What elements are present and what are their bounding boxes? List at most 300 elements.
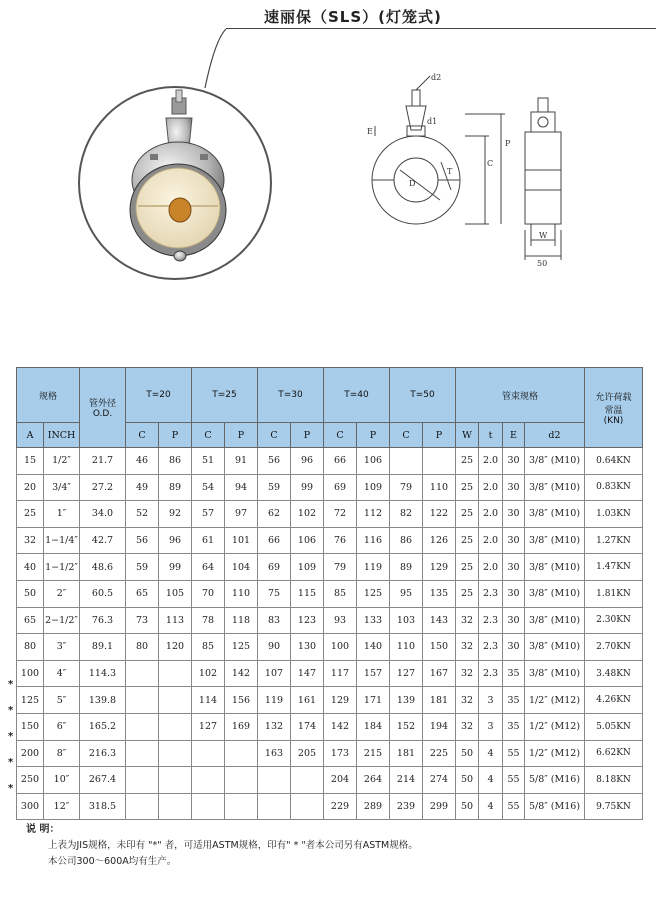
table-cell bbox=[159, 660, 192, 687]
header-t50: T=50 bbox=[390, 368, 456, 423]
table-cell: 32 bbox=[456, 687, 479, 714]
table-cell: 48.6 bbox=[80, 554, 126, 581]
table-cell: 147 bbox=[291, 660, 324, 687]
header-c: C bbox=[390, 423, 423, 448]
table-cell: 127 bbox=[192, 713, 225, 740]
table-cell: 10″ bbox=[44, 767, 80, 794]
table-cell: 3/8″ (M10) bbox=[525, 580, 585, 607]
table-cell: 35 bbox=[503, 687, 525, 714]
table-cell: 3/8″ (M10) bbox=[525, 634, 585, 661]
table-cell: 25 bbox=[456, 554, 479, 581]
table-cell: 32 bbox=[456, 713, 479, 740]
table-cell: 30 bbox=[503, 607, 525, 634]
label-P: P bbox=[505, 139, 511, 148]
table-cell: 25 bbox=[17, 501, 44, 528]
table-cell: 110 bbox=[423, 474, 456, 501]
table-cell: 156 bbox=[225, 687, 258, 714]
table-cell: 204 bbox=[324, 767, 357, 794]
table-cell: 25 bbox=[456, 474, 479, 501]
header-od-sub: O.D. bbox=[92, 409, 113, 419]
table-cell: 90 bbox=[258, 634, 291, 661]
table-cell: 35 bbox=[503, 713, 525, 740]
table-cell: 112 bbox=[357, 501, 390, 528]
table-cell: 116 bbox=[357, 527, 390, 554]
table-cell: 125 bbox=[17, 687, 44, 714]
table-cell: 99 bbox=[159, 554, 192, 581]
header-c: C bbox=[258, 423, 291, 448]
table-cell: 1−1/2″ bbox=[44, 554, 80, 581]
table-cell: 25 bbox=[456, 501, 479, 528]
table-cell: 1/2″ (M12) bbox=[525, 713, 585, 740]
table-cell: 21.7 bbox=[80, 448, 126, 475]
table-cell: 55 bbox=[503, 767, 525, 794]
table-cell: 30 bbox=[503, 501, 525, 528]
table-cell: 127 bbox=[390, 660, 423, 687]
table-cell: 165.2 bbox=[80, 713, 126, 740]
table-cell: 102 bbox=[192, 660, 225, 687]
table-cell: 194 bbox=[423, 713, 456, 740]
table-cell: 76 bbox=[324, 527, 357, 554]
table-cell: 32 bbox=[456, 660, 479, 687]
table-cell: 4 bbox=[479, 740, 503, 767]
table-cell bbox=[159, 793, 192, 820]
table-cell: 109 bbox=[357, 474, 390, 501]
table-cell: 30 bbox=[503, 527, 525, 554]
star-marker: * bbox=[8, 783, 14, 794]
label-D: D bbox=[409, 179, 416, 188]
page-title: 速丽保（SLS）(灯笼式) bbox=[264, 8, 442, 26]
header-od bbox=[80, 368, 126, 448]
table-cell: 119 bbox=[357, 554, 390, 581]
table-cell: 50 bbox=[456, 740, 479, 767]
star-marker: * bbox=[8, 679, 14, 690]
table-cell: 264 bbox=[357, 767, 390, 794]
header-load-temp: 常温 bbox=[604, 405, 623, 416]
table-cell bbox=[291, 793, 324, 820]
header-load bbox=[585, 368, 643, 448]
table-cell-load: 9.75KN bbox=[585, 793, 643, 820]
table-cell bbox=[225, 767, 258, 794]
table-row bbox=[17, 554, 643, 581]
table-cell: 2.3 bbox=[479, 580, 503, 607]
table-cell: 3/8″ (M10) bbox=[525, 554, 585, 581]
table-cell: 174 bbox=[291, 713, 324, 740]
table-cell: 4 bbox=[479, 793, 503, 820]
label-d1: d1 bbox=[427, 117, 438, 126]
table-cell bbox=[192, 740, 225, 767]
table-cell: 30 bbox=[503, 448, 525, 475]
table-cell: 85 bbox=[324, 580, 357, 607]
table-cell: 103 bbox=[390, 607, 423, 634]
table-cell: 2.0 bbox=[479, 474, 503, 501]
table-row bbox=[17, 687, 643, 714]
table-cell: 126 bbox=[423, 527, 456, 554]
table-cell-load: 3.48KN bbox=[585, 660, 643, 687]
table-row bbox=[17, 793, 643, 820]
table-cell: 54 bbox=[192, 474, 225, 501]
table-cell: 40 bbox=[17, 554, 44, 581]
table-cell: 49 bbox=[126, 474, 159, 501]
table-row bbox=[17, 448, 643, 475]
table-cell: 56 bbox=[258, 448, 291, 475]
table-row bbox=[17, 607, 643, 634]
notes-line-1: 上表为JIS规格，未印有 "*" 者，可适用ASTM规格，印有" * "者本公司另有ASTM规格。 bbox=[48, 840, 418, 851]
table-cell bbox=[258, 793, 291, 820]
header-t30: T=30 bbox=[258, 368, 324, 423]
table-cell-load: 8.18KN bbox=[585, 767, 643, 794]
table-cell: 79 bbox=[390, 474, 423, 501]
table-cell: 274 bbox=[423, 767, 456, 794]
table-cell bbox=[126, 660, 159, 687]
table-cell: 46 bbox=[126, 448, 159, 475]
table-cell: 239 bbox=[390, 793, 423, 820]
table-row bbox=[17, 660, 643, 687]
table-cell: 3/8″ (M10) bbox=[525, 501, 585, 528]
table-cell: 1−1/4″ bbox=[44, 527, 80, 554]
table-cell: 171 bbox=[357, 687, 390, 714]
table-cell-load: 0.64KN bbox=[585, 448, 643, 475]
table-cell bbox=[126, 713, 159, 740]
table-cell: 96 bbox=[291, 448, 324, 475]
table-cell: 267.4 bbox=[80, 767, 126, 794]
table-cell: 89.1 bbox=[80, 634, 126, 661]
table-cell: 64 bbox=[192, 554, 225, 581]
header-t25: T=25 bbox=[192, 368, 258, 423]
label-C: C bbox=[487, 159, 494, 168]
table-cell: 3/8″ (M10) bbox=[525, 474, 585, 501]
table-cell: 120 bbox=[159, 634, 192, 661]
table-cell: 299 bbox=[423, 793, 456, 820]
table-cell: 142 bbox=[225, 660, 258, 687]
table-cell: 59 bbox=[258, 474, 291, 501]
table-cell: 114.3 bbox=[80, 660, 126, 687]
table-cell: 300 bbox=[17, 793, 44, 820]
table-cell: 27.2 bbox=[80, 474, 126, 501]
table-cell: 229 bbox=[324, 793, 357, 820]
table-cell: 173 bbox=[324, 740, 357, 767]
spec-table bbox=[16, 367, 643, 820]
header-c: C bbox=[126, 423, 159, 448]
header-p: P bbox=[225, 423, 258, 448]
table-cell: 55 bbox=[503, 740, 525, 767]
table-cell: 163 bbox=[258, 740, 291, 767]
table-cell: 129 bbox=[324, 687, 357, 714]
header-od-label: 管外径 bbox=[88, 399, 116, 409]
table-cell: 57 bbox=[192, 501, 225, 528]
table-cell: 215 bbox=[357, 740, 390, 767]
table-cell: 30 bbox=[503, 554, 525, 581]
table-cell: 130 bbox=[291, 634, 324, 661]
table-cell: 3 bbox=[479, 713, 503, 740]
table-cell: 3/8″ (M10) bbox=[525, 527, 585, 554]
notes-title: 说 明： bbox=[26, 824, 60, 835]
table-cell: 117 bbox=[324, 660, 357, 687]
table-cell: 32 bbox=[456, 607, 479, 634]
table-cell bbox=[159, 767, 192, 794]
table-cell: 113 bbox=[159, 607, 192, 634]
table-cell: 86 bbox=[390, 527, 423, 554]
table-cell: 132 bbox=[258, 713, 291, 740]
table-cell: 133 bbox=[357, 607, 390, 634]
table-cell: 32 bbox=[17, 527, 44, 554]
table-cell: 42.7 bbox=[80, 527, 126, 554]
table-cell: 4 bbox=[479, 767, 503, 794]
table-cell: 86 bbox=[159, 448, 192, 475]
table-cell bbox=[159, 740, 192, 767]
table-cell: 51 bbox=[192, 448, 225, 475]
label-50: 50 bbox=[537, 259, 548, 268]
table-cell: 66 bbox=[258, 527, 291, 554]
table-cell: 143 bbox=[423, 607, 456, 634]
table-cell: 62 bbox=[258, 501, 291, 528]
table-cell: 1/2″ bbox=[44, 448, 80, 475]
table-cell: 65 bbox=[126, 580, 159, 607]
table-cell: 30 bbox=[503, 634, 525, 661]
table-cell: 59 bbox=[126, 554, 159, 581]
table-cell: 89 bbox=[390, 554, 423, 581]
table-cell-load: 1.03KN bbox=[585, 501, 643, 528]
table-cell: 50 bbox=[456, 793, 479, 820]
header-e: E bbox=[503, 423, 525, 448]
header-w: W bbox=[456, 423, 479, 448]
table-cell-load: 1.81KN bbox=[585, 580, 643, 607]
table-cell: 110 bbox=[390, 634, 423, 661]
table-cell: 142 bbox=[324, 713, 357, 740]
label-E: E bbox=[367, 127, 373, 136]
product-photo bbox=[78, 86, 272, 280]
table-row bbox=[17, 527, 643, 554]
header-t20: T=20 bbox=[126, 368, 192, 423]
table-cell: 96 bbox=[159, 527, 192, 554]
table-cell: 140 bbox=[357, 634, 390, 661]
table-cell: 35 bbox=[503, 660, 525, 687]
table-cell: 89 bbox=[159, 474, 192, 501]
table-cell: 216.3 bbox=[80, 740, 126, 767]
table-cell: 109 bbox=[291, 554, 324, 581]
hanger-photo-illustration bbox=[80, 88, 270, 278]
spec-table-body bbox=[17, 448, 643, 820]
table-cell bbox=[225, 740, 258, 767]
table-cell: 2″ bbox=[44, 580, 80, 607]
star-marker: * bbox=[8, 731, 14, 742]
table-cell-load: 2.70KN bbox=[585, 634, 643, 661]
table-cell: 94 bbox=[225, 474, 258, 501]
table-cell: 30 bbox=[503, 474, 525, 501]
table-cell: 104 bbox=[225, 554, 258, 581]
table-cell: 129 bbox=[423, 554, 456, 581]
table-cell: 225 bbox=[423, 740, 456, 767]
table-cell: 105 bbox=[159, 580, 192, 607]
table-cell: 115 bbox=[291, 580, 324, 607]
table-cell: 78 bbox=[192, 607, 225, 634]
table-cell: 3/8″ (M10) bbox=[525, 607, 585, 634]
table-cell: 106 bbox=[357, 448, 390, 475]
technical-drawing bbox=[355, 70, 585, 270]
header-spec: 规格 bbox=[17, 368, 80, 423]
table-cell: 114 bbox=[192, 687, 225, 714]
table-cell-load: 6.62KN bbox=[585, 740, 643, 767]
table-cell bbox=[192, 767, 225, 794]
table-cell-load: 4.26KN bbox=[585, 687, 643, 714]
table-cell: 82 bbox=[390, 501, 423, 528]
header-load-unit: (KN) bbox=[603, 415, 624, 426]
table-cell: 1″ bbox=[44, 501, 80, 528]
table-cell: 5/8″ (M16) bbox=[525, 793, 585, 820]
table-cell: 161 bbox=[291, 687, 324, 714]
table-cell: 79 bbox=[324, 554, 357, 581]
table-cell: 93 bbox=[324, 607, 357, 634]
table-cell: 181 bbox=[423, 687, 456, 714]
table-cell: 167 bbox=[423, 660, 456, 687]
table-cell: 32 bbox=[456, 634, 479, 661]
header-A: A bbox=[17, 423, 44, 448]
table-cell: 2.0 bbox=[479, 554, 503, 581]
notes-line-2: 本公司300～600A均有生产。 bbox=[48, 856, 177, 867]
label-T: T bbox=[447, 167, 453, 176]
table-cell: 106 bbox=[291, 527, 324, 554]
table-cell: 56 bbox=[126, 527, 159, 554]
table-cell: 205 bbox=[291, 740, 324, 767]
table-cell: 25 bbox=[456, 580, 479, 607]
table-cell: 65 bbox=[17, 607, 44, 634]
table-row bbox=[17, 474, 643, 501]
header-inch: INCH bbox=[44, 423, 80, 448]
table-cell-load: 2.30KN bbox=[585, 607, 643, 634]
table-cell bbox=[390, 448, 423, 475]
header-c: C bbox=[324, 423, 357, 448]
table-cell: 92 bbox=[159, 501, 192, 528]
table-cell bbox=[126, 767, 159, 794]
table-row bbox=[17, 713, 643, 740]
table-cell: 60.5 bbox=[80, 580, 126, 607]
table-cell: 91 bbox=[225, 448, 258, 475]
table-cell bbox=[291, 767, 324, 794]
table-cell: 118 bbox=[225, 607, 258, 634]
table-row bbox=[17, 634, 643, 661]
table-cell: 66 bbox=[324, 448, 357, 475]
table-cell bbox=[159, 687, 192, 714]
table-cell: 3/8″ (M10) bbox=[525, 448, 585, 475]
table-cell-load: 0.83KN bbox=[585, 474, 643, 501]
table-row bbox=[17, 740, 643, 767]
table-cell: 250 bbox=[17, 767, 44, 794]
table-cell: 125 bbox=[357, 580, 390, 607]
table-cell: 2.0 bbox=[479, 501, 503, 528]
table-cell: 2.3 bbox=[479, 634, 503, 661]
table-cell: 135 bbox=[423, 580, 456, 607]
table-cell: 100 bbox=[324, 634, 357, 661]
table-cell: 184 bbox=[357, 713, 390, 740]
table-cell: 1/2″ (M12) bbox=[525, 687, 585, 714]
table-cell: 139 bbox=[390, 687, 423, 714]
table-cell: 83 bbox=[258, 607, 291, 634]
table-cell: 97 bbox=[225, 501, 258, 528]
table-cell: 157 bbox=[357, 660, 390, 687]
header-t: t bbox=[479, 423, 503, 448]
table-cell: 34.0 bbox=[80, 501, 126, 528]
table-cell: 4″ bbox=[44, 660, 80, 687]
header-p: P bbox=[357, 423, 390, 448]
table-cell: 150 bbox=[17, 713, 44, 740]
star-marker: * bbox=[8, 757, 14, 768]
table-cell: 72 bbox=[324, 501, 357, 528]
table-cell: 3″ bbox=[44, 634, 80, 661]
table-cell: 139.8 bbox=[80, 687, 126, 714]
table-cell bbox=[126, 793, 159, 820]
table-cell: 123 bbox=[291, 607, 324, 634]
table-cell: 6″ bbox=[44, 713, 80, 740]
table-cell: 119 bbox=[258, 687, 291, 714]
header-d2: d2 bbox=[525, 423, 585, 448]
table-cell: 214 bbox=[390, 767, 423, 794]
table-cell: 25 bbox=[456, 527, 479, 554]
table-cell: 76.3 bbox=[80, 607, 126, 634]
table-cell: 152 bbox=[390, 713, 423, 740]
table-cell: 30 bbox=[503, 580, 525, 607]
table-cell: 2−1/2″ bbox=[44, 607, 80, 634]
table-cell: 2.0 bbox=[479, 448, 503, 475]
table-cell bbox=[192, 793, 225, 820]
table-cell: 181 bbox=[390, 740, 423, 767]
table-cell: 100 bbox=[17, 660, 44, 687]
table-cell: 8″ bbox=[44, 740, 80, 767]
table-cell: 107 bbox=[258, 660, 291, 687]
table-cell: 52 bbox=[126, 501, 159, 528]
table-cell: 3/4″ bbox=[44, 474, 80, 501]
notes bbox=[26, 822, 418, 870]
table-cell: 61 bbox=[192, 527, 225, 554]
table-cell bbox=[258, 767, 291, 794]
table-cell: 73 bbox=[126, 607, 159, 634]
table-cell: 2.0 bbox=[479, 527, 503, 554]
table-cell: 50 bbox=[456, 767, 479, 794]
header-band: 管束规格 bbox=[456, 368, 585, 423]
table-cell: 110 bbox=[225, 580, 258, 607]
table-cell bbox=[126, 687, 159, 714]
table-cell: 289 bbox=[357, 793, 390, 820]
table-cell: 101 bbox=[225, 527, 258, 554]
table-cell-load: 1.27KN bbox=[585, 527, 643, 554]
label-d2: d2 bbox=[431, 73, 442, 82]
table-cell: 69 bbox=[258, 554, 291, 581]
table-cell: 55 bbox=[503, 793, 525, 820]
table-cell: 12″ bbox=[44, 793, 80, 820]
header-t40: T=40 bbox=[324, 368, 390, 423]
table-cell: 95 bbox=[390, 580, 423, 607]
header-c: C bbox=[192, 423, 225, 448]
table-cell: 15 bbox=[17, 448, 44, 475]
table-cell: 125 bbox=[225, 634, 258, 661]
table-cell bbox=[126, 740, 159, 767]
table-cell: 70 bbox=[192, 580, 225, 607]
table-row bbox=[17, 501, 643, 528]
table-cell: 25 bbox=[456, 448, 479, 475]
table-cell: 80 bbox=[126, 634, 159, 661]
table-cell bbox=[159, 713, 192, 740]
header-load-label: 允许荷载 bbox=[595, 392, 632, 403]
table-cell: 5″ bbox=[44, 687, 80, 714]
table-cell: 75 bbox=[258, 580, 291, 607]
table-cell-load: 5.05KN bbox=[585, 713, 643, 740]
table-cell bbox=[225, 793, 258, 820]
table-cell: 69 bbox=[324, 474, 357, 501]
header-p: P bbox=[159, 423, 192, 448]
table-cell: 169 bbox=[225, 713, 258, 740]
table-cell bbox=[423, 448, 456, 475]
table-cell: 2.3 bbox=[479, 607, 503, 634]
table-cell: 102 bbox=[291, 501, 324, 528]
table-cell: 2.3 bbox=[479, 660, 503, 687]
